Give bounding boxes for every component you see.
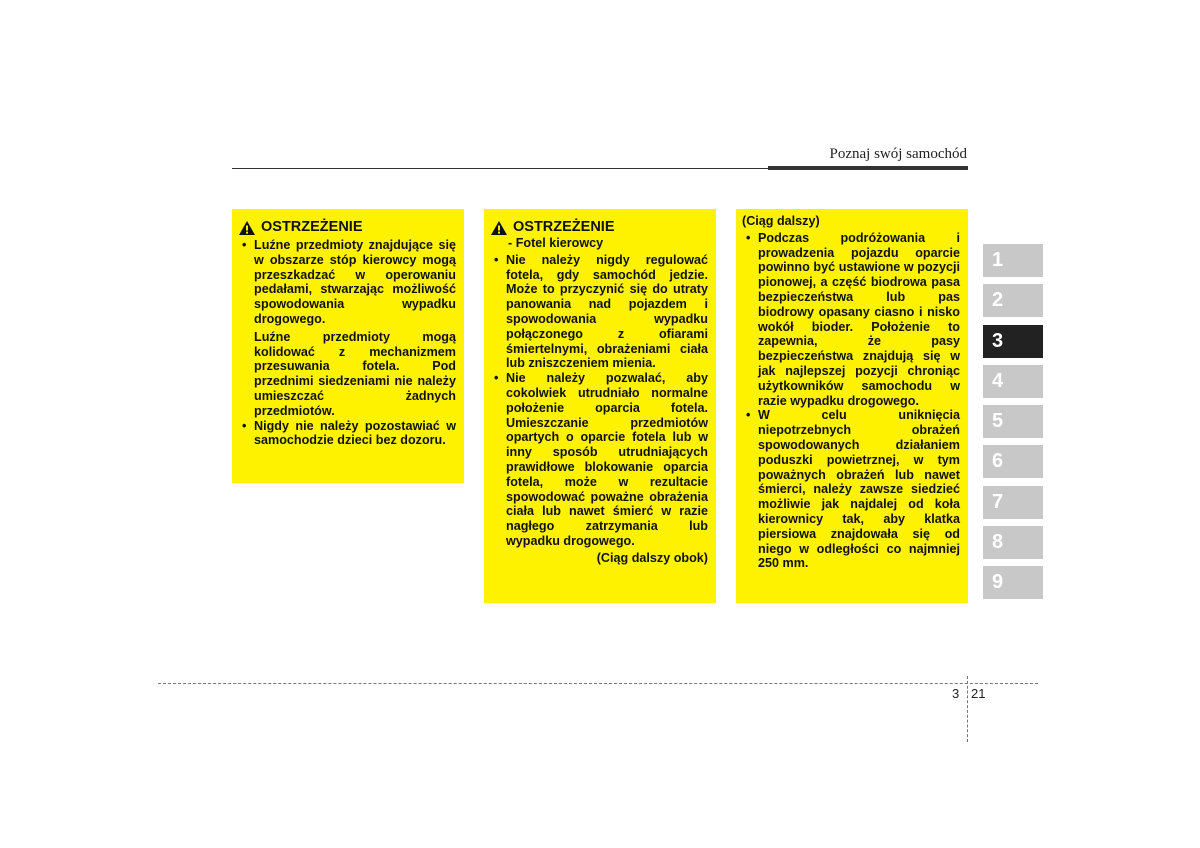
chapter-tab-6[interactable]: 6 bbox=[983, 445, 1043, 478]
page-number: 21 bbox=[971, 686, 986, 701]
chapter-tab-1[interactable]: 1 bbox=[983, 244, 1043, 277]
warning-box-2-item: • Nie należy pozwalać, aby cokolwiek utrudniało normalne położenie oparcia fotela. Umieszczanie przedmiotów opartych o oparcie fotela lub w inny sposób utrudniających prawidłowe blokowanie oparcia fotela, może w rezultacie spowodować poważne obrażenia ciała lub nawet śmierć w razie nagłego zatrzymania lub wypadku drogowego. bbox=[490, 371, 708, 549]
warning-box-1-title: OSTRZEŻENIE bbox=[261, 219, 363, 235]
warning-box-1-item: • Nigdy nie należy pozostawiać w samochodzie dzieci bez dozoru. bbox=[238, 419, 456, 449]
continued-note: (Ciąg dalszy obok) bbox=[596, 550, 708, 565]
warning-box-3-title: (Ciąg dalszy) bbox=[742, 214, 820, 228]
chapter-tab-9[interactable]: 9 bbox=[983, 566, 1043, 599]
chapter-tab-7[interactable]: 7 bbox=[983, 486, 1043, 519]
chapter-tab-5[interactable]: 5 bbox=[983, 405, 1043, 438]
warning-box-3-item: • Podczas podróżowania i prowadzenia pojazdu oparcie powinno być ustawione w pozycji pionowej, a część biodrowa pasa bezpieczeństwa lub pas biodrowy opasany ciasno i nisko wokół bioder. Położenie to zapewnia, że pasy bezpieczeństwa znajdują się w jak najlepszej pozycji chroniąc użytkowników samochodu w razie wypadku drogowego. bbox=[742, 231, 960, 409]
warning-triangle-icon bbox=[490, 220, 508, 236]
page-header-title: Poznaj swój samochód bbox=[829, 146, 967, 162]
warning-box-2-subtitle: - Fotel kierowcy bbox=[508, 236, 604, 250]
warning-box-2 bbox=[484, 209, 716, 603]
warning-box-1-item: • Luźne przedmioty znajdujące się w obszarze stóp kierowcy mogą przeszkadzać w operowaniu pedałami, stwarzając możliwość spowodowania wypadku drogowego. bbox=[238, 238, 456, 327]
warning-box-3-item: • W celu uniknięcia niepotrzebnych obrażeń spowodowanych działaniem poduszki powietrznej, w tym poważnych obrażeń lub nawet śmierci, należy zawsze siedzieć możliwie jak najdalej od koła kierownicy tak, aby klatka piersiowa znajdowała się od niego w odległości co najmniej 250 mm. bbox=[742, 408, 960, 571]
warning-box-3 bbox=[736, 209, 968, 603]
warning-box-2-header bbox=[490, 219, 708, 236]
footer-rule bbox=[158, 683, 1038, 684]
chapter-tab-2[interactable]: 2 bbox=[983, 284, 1043, 317]
header-rule-accent bbox=[768, 166, 968, 170]
chapter-tab-3-active[interactable]: 3 bbox=[983, 325, 1043, 358]
warning-box-2-item: • Nie należy nigdy regulować fotela, gdy samochód jedzie. Może to przyczynić się do utraty panowania nad pojazdem i spowodowania wypadku połączonego z ofiarami śmiertelnymi, obrażeniami ciała lub zniszczeniem mienia. bbox=[490, 253, 708, 371]
warning-box-1 bbox=[232, 209, 464, 483]
warning-box-1-header bbox=[238, 219, 456, 236]
chapter-tab-4[interactable]: 4 bbox=[983, 365, 1043, 398]
chapter-tab-8[interactable]: 8 bbox=[983, 526, 1043, 559]
footer-divider bbox=[967, 676, 968, 742]
chapter-tabs bbox=[983, 244, 1043, 607]
warning-triangle-icon bbox=[238, 220, 256, 236]
warning-box-1-paragraph: Luźne przedmioty mogą kolidować z mechanizmem przesuwania fotela. Pod przednimi siedzeniami nie należy umieszczać żadnych przedmiotów. bbox=[254, 329, 456, 418]
page-chapter-number: 3 bbox=[952, 686, 960, 701]
warning-box-2-title: OSTRZEŻENIE bbox=[513, 219, 615, 235]
